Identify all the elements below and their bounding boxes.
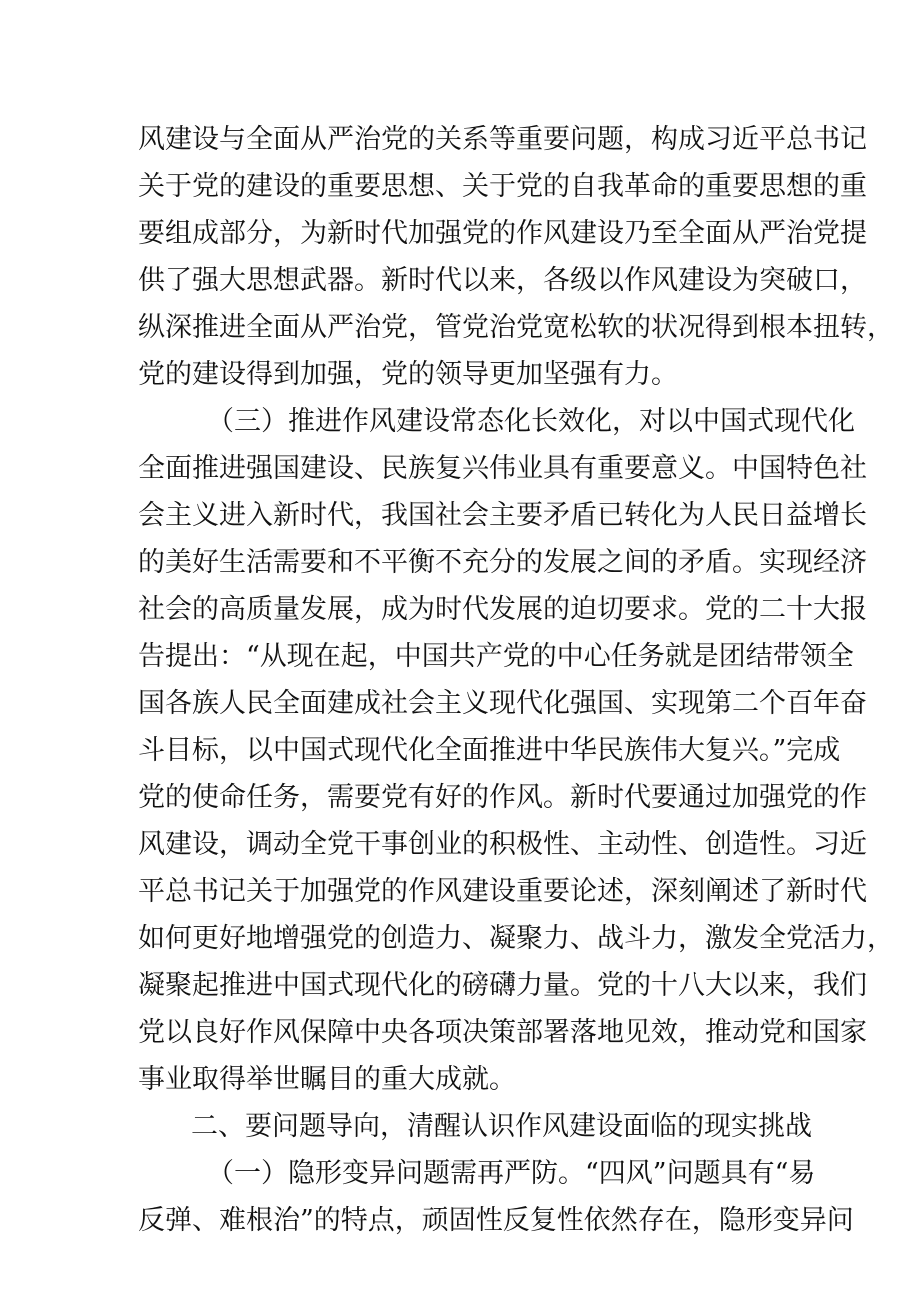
text-line: 要组成部分，为新时代加强党的作风建设乃至全面从严治党提 <box>138 218 867 249</box>
text-line: 斗目标，以中国式现代化全面推进中华民族伟大复兴。”完成 <box>138 735 841 766</box>
text-line: 凝聚起推进中国式现代化的磅礴力量。党的十八大以来，我们 <box>138 970 867 1001</box>
text-line: 社会的高质量发展，成为时代发展的迫切要求。党的二十大报 <box>138 594 867 625</box>
text-line: 会主义进入新时代，我国社会主要矛盾已转化为人民日益增长 <box>138 500 867 531</box>
text-line: 供了强大思想武器。新时代以来，各级以作风建设为突破口， <box>138 265 867 296</box>
section-heading-3: （三）推进作风建设常态化长效化，对以中国式现代化 <box>207 406 855 437</box>
text-line: 党的使命任务，需要党有好的作风。新时代要通过加强党的作 <box>138 782 867 813</box>
text-line: 风建设与全面从严治党的关系等重要问题，构成习近平总书记 <box>138 124 867 155</box>
text-line: 纵深推进全面从严治党，管党治党宽松软的状况得到根本扭转， <box>138 312 894 343</box>
text-line: 国各族人民全面建成社会主义现代化强国、实现第二个百年奋 <box>138 688 867 719</box>
text-line: 党以良好作风保障中央各项决策部署落地见效，推动党和国家 <box>138 1017 867 1048</box>
section-heading-1: （一）隐形变异问题需再严防。“四风”问题具有“易 <box>207 1158 816 1189</box>
text-line: 党的建设得到加强，党的领导更加坚强有力。 <box>138 359 678 390</box>
text-line: 告提出：“从现在起，中国共产党的中心任务就是团结带领全 <box>138 641 854 672</box>
text-line: 平总书记关于加强党的作风建设重要论述，深刻阐述了新时代 <box>138 876 867 907</box>
text-line: 关于党的建设的重要思想、关于党的自我革命的重要思想的重 <box>138 171 867 202</box>
text-line: 的美好生活需要和不平衡不充分的发展之间的矛盾。实现经济 <box>138 547 867 578</box>
text-line: 如何更好地增强党的创造力、凝聚力、战斗力，激发全党活力， <box>138 923 894 954</box>
text-line: 反弹、难根治”的特点，顽固性反复性依然存在，隐形变异问 <box>138 1205 854 1236</box>
section-heading-2: 二、要问题导向，清醒认识作风建设面临的现实挑战 <box>191 1111 812 1142</box>
text-line: 全面推进强国建设、民族复兴伟业具有重要意义。中国特色社 <box>138 453 867 484</box>
text-line: 风建设，调动全党干事创业的积极性、主动性、创造性。习近 <box>138 829 867 860</box>
text-line: 事业取得举世瞩目的重大成就。 <box>138 1064 516 1095</box>
